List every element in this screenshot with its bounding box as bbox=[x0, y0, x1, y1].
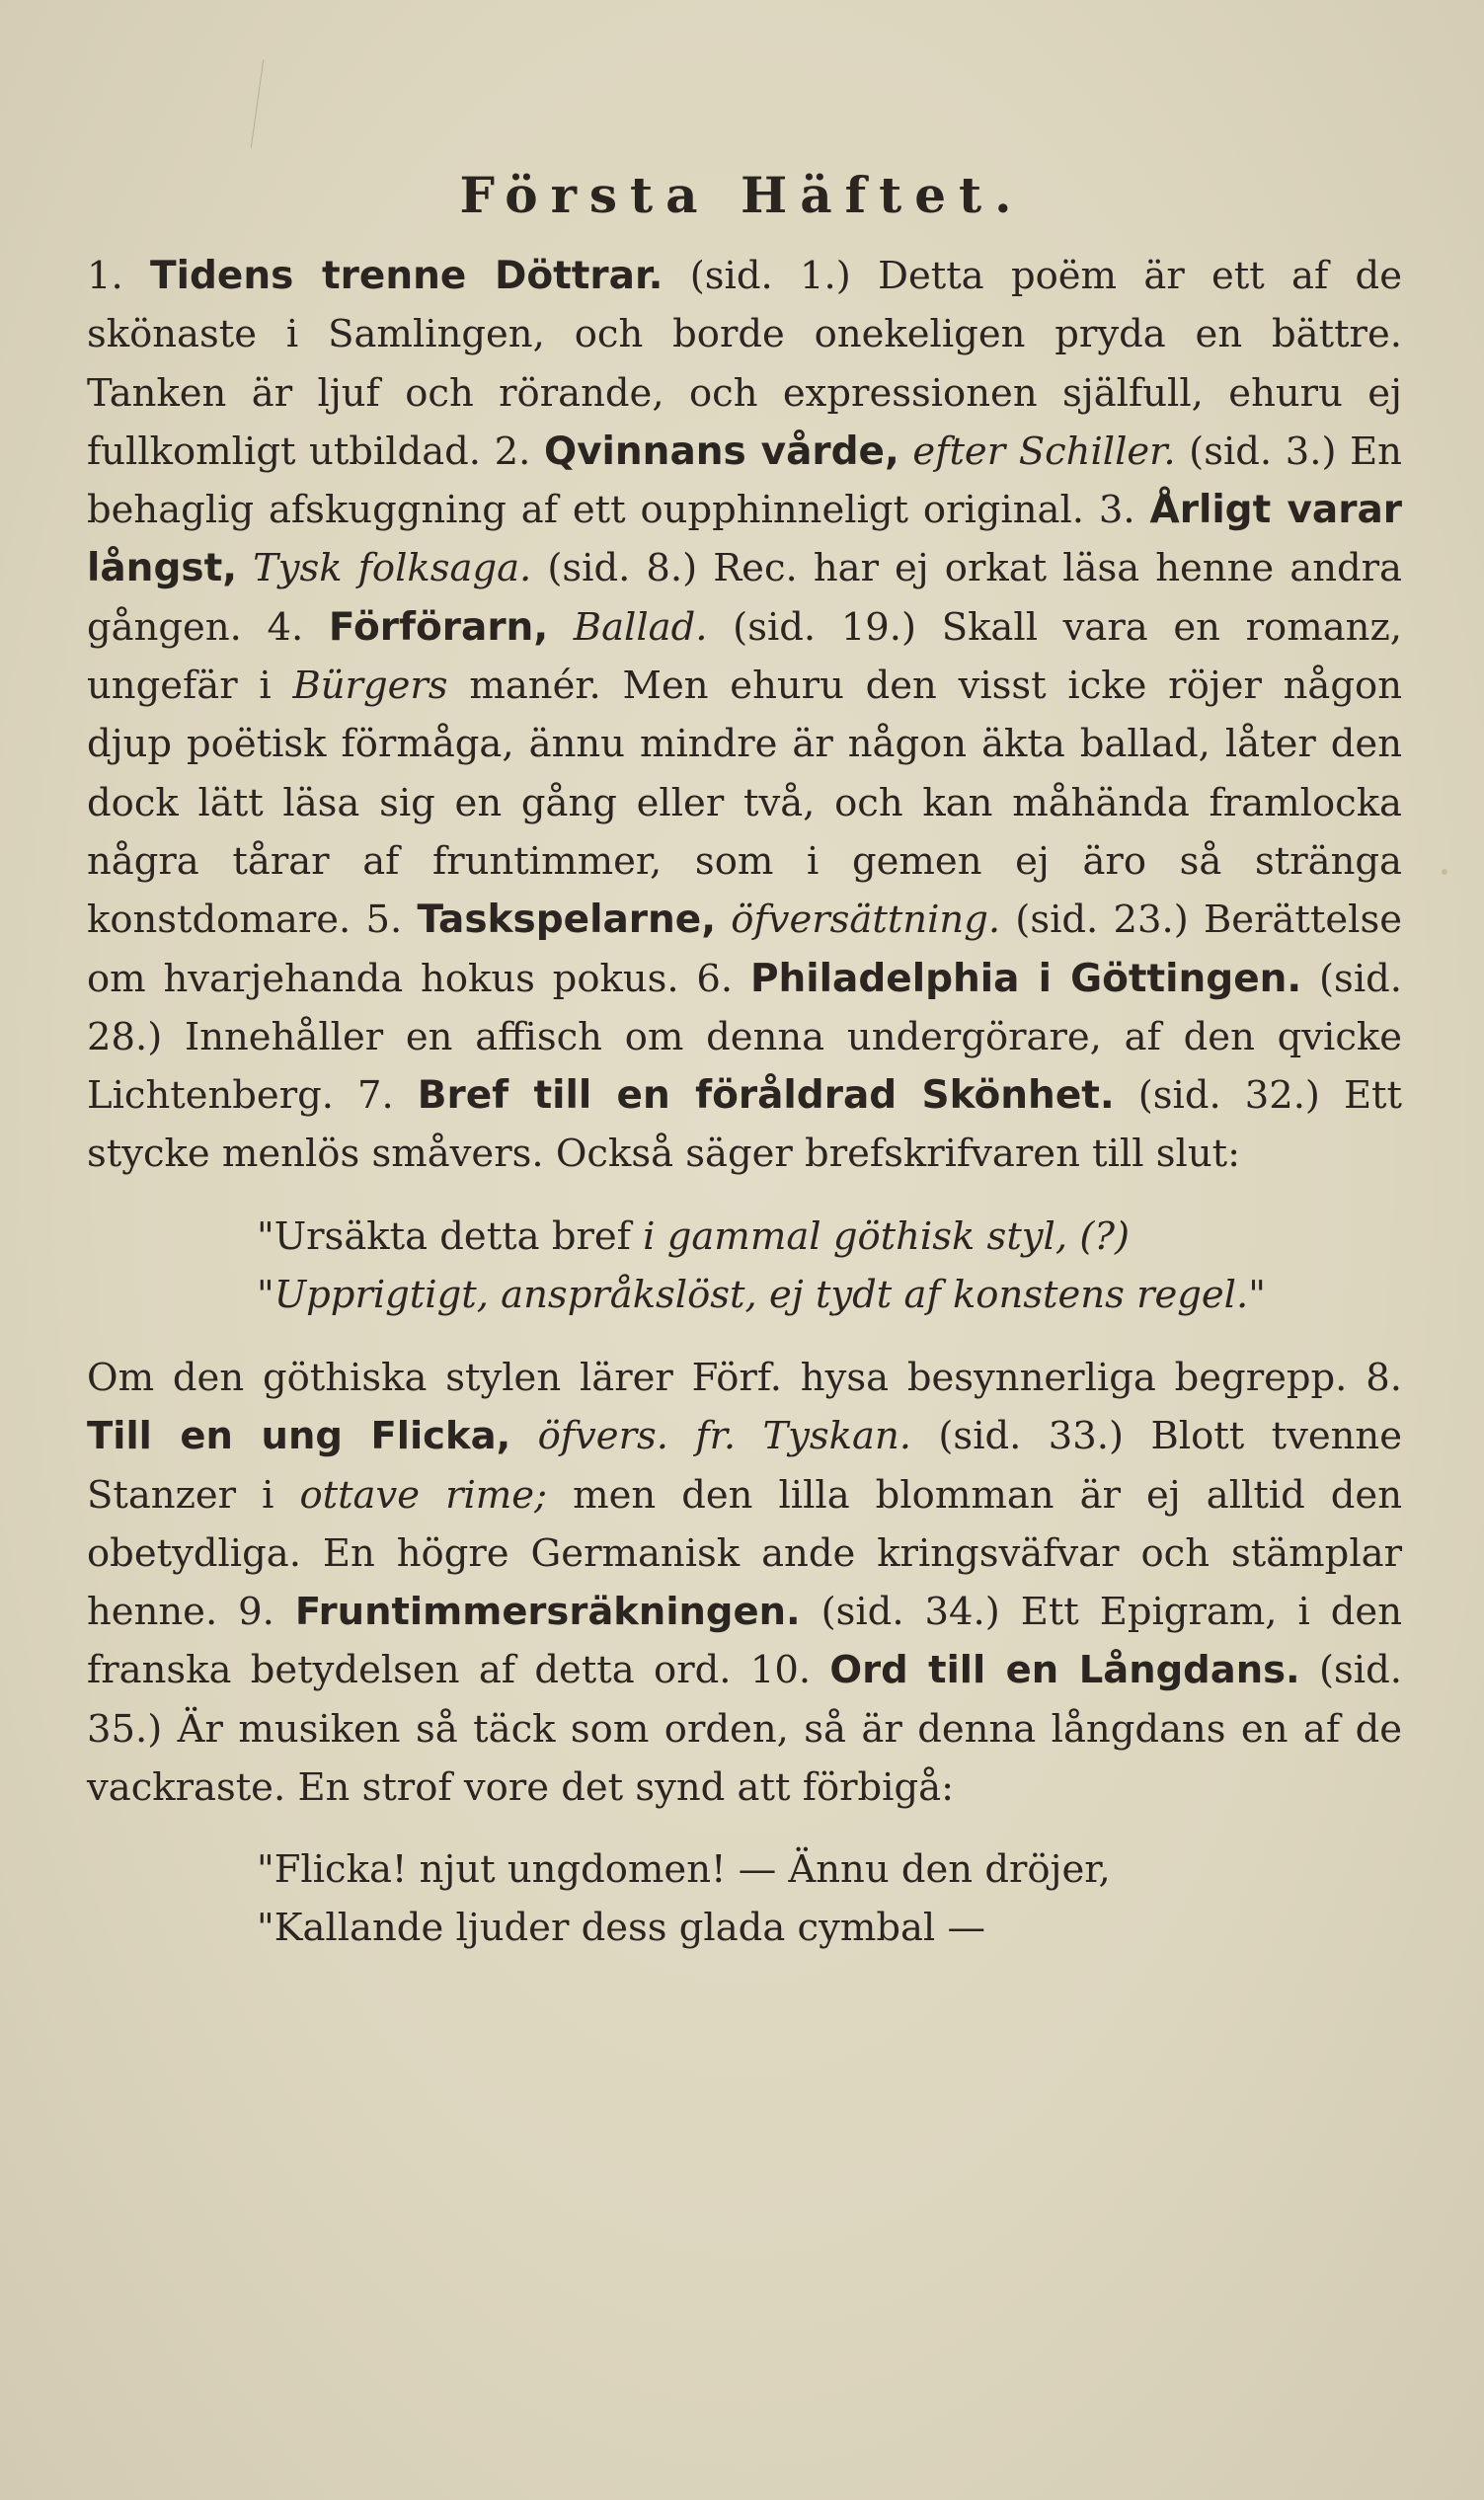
body-text: (sid. 1.) Detta poëm är ett af de skönaste i Samlingen, och borde onekeligen pryda en bättre. Tanken är ljuf och rörande, och expressionen själfull, ehuru ej fullkomligt utbildad. 2. bbox=[87, 254, 1402, 474]
italic-text: Ballad. bbox=[548, 604, 708, 650]
italic-text: öfvers. fr. Tyskan. bbox=[510, 1414, 911, 1459]
body-text: 1. bbox=[87, 254, 151, 298]
body-text: (sid. 34.) Ett Epigram, i den franska betydelsen af detta ord. 10. bbox=[87, 1590, 1402, 1693]
body-text: manér. Men ehuru den visst icke röjer någon djup poëtisk förmåga, ännu mindre är någon äkta ballad, låter den dock lätt läsa sig en gång eller två, och kan måhända framlocka några tårar af fruntimmer, som i gemen ej äro så stränga konstdomare. 5. bbox=[87, 664, 1402, 943]
body-text: "Flicka! njut ungdomen! — Ännu den dröjer, bbox=[257, 1847, 1111, 1892]
paper-blemish bbox=[251, 59, 265, 147]
italic-text: Bürgers bbox=[292, 664, 448, 709]
body-text: "Kallande ljuder dess glada cymbal — bbox=[257, 1906, 985, 1951]
italic-text: Tysk folksaga. bbox=[237, 546, 532, 591]
body-text: (sid. 33.) Blott tvenne Stanzer i bbox=[87, 1414, 1402, 1518]
body-text: "Ursäkta detta bref bbox=[257, 1214, 644, 1259]
body-text: (sid. 8.) Rec. har ej orkat läsa henne andra gången. 4. bbox=[87, 546, 1402, 650]
item-title: Årligt varar långst, bbox=[87, 488, 1402, 591]
body-text: (sid. 35.) Är musiken så täck som orden, så är denna långdans en af de vackraste. En strof vore det synd att förbigå: bbox=[87, 1648, 1402, 1811]
body-text: (sid. 32.) Ett stycke menlös småvers. Också säger brefskrifvaren till slut: bbox=[87, 1073, 1403, 1177]
paragraph-reviews-8-10 bbox=[87, 1349, 1402, 1817]
item-title: Taskspelarne, bbox=[417, 898, 717, 943]
verse-line bbox=[257, 1208, 1442, 1266]
item-title: Till en ung Flicka, bbox=[87, 1414, 511, 1459]
paper-blemish bbox=[1442, 869, 1447, 875]
item-title: Ord till en Långdans. bbox=[829, 1648, 1300, 1693]
item-title: Tidens trenne Döttrar. bbox=[150, 254, 664, 298]
item-title: Förförarn, bbox=[328, 604, 549, 650]
italic-text: "Upprigtigt, anspråkslöst, ej tydt af konstens regel." bbox=[257, 1273, 1266, 1318]
body-text: Om den göthiska stylen lärer Förf. hysa besynnerliga begrepp. 8. bbox=[87, 1356, 1402, 1400]
paragraph-reviews-1-7 bbox=[87, 247, 1402, 1184]
body-text: (sid. 23.) Berättelse om hvarjehanda hokus pokus. 6. bbox=[87, 898, 1403, 1001]
italic-text: i gammal göthisk styl, (?) bbox=[643, 1214, 1131, 1259]
italic-text: efter Schiller. bbox=[898, 429, 1176, 474]
item-title: Fruntimmersräkningen. bbox=[294, 1590, 801, 1635]
item-title: Qvinnans vårde, bbox=[543, 429, 899, 474]
italic-text: ottave rime; bbox=[299, 1472, 548, 1518]
italic-text: öfversättning. bbox=[716, 898, 1001, 943]
quoted-verse-2 bbox=[257, 1840, 1442, 1958]
item-title: Philadelphia i Göttingen. bbox=[749, 956, 1302, 1001]
verse-line bbox=[257, 1266, 1442, 1324]
body-text: (sid. 3.) En behaglig afskuggning af ett oupphinneligt original. 3. bbox=[87, 429, 1402, 533]
body-text: (sid. 19.) Skall vara en romanz, ungefär i bbox=[87, 604, 1402, 709]
item-title: Bref till en föråldrad Skönhet. bbox=[417, 1073, 1115, 1119]
verse-line bbox=[257, 1899, 1442, 1957]
section-heading: Första Häftet. bbox=[459, 166, 1025, 224]
quoted-verse-1 bbox=[257, 1208, 1442, 1325]
verse-line bbox=[257, 1840, 1442, 1899]
body-text: men den lilla blomman är ej alltid den obetydliga. En högre Germanisk ande kringsväfvar och stämplar henne. 9. bbox=[87, 1472, 1403, 1635]
body-text: (sid. 28.) Innehåller en affisch om denna undergörare, af den qvicke Lichtenberg. 7. bbox=[87, 956, 1403, 1119]
